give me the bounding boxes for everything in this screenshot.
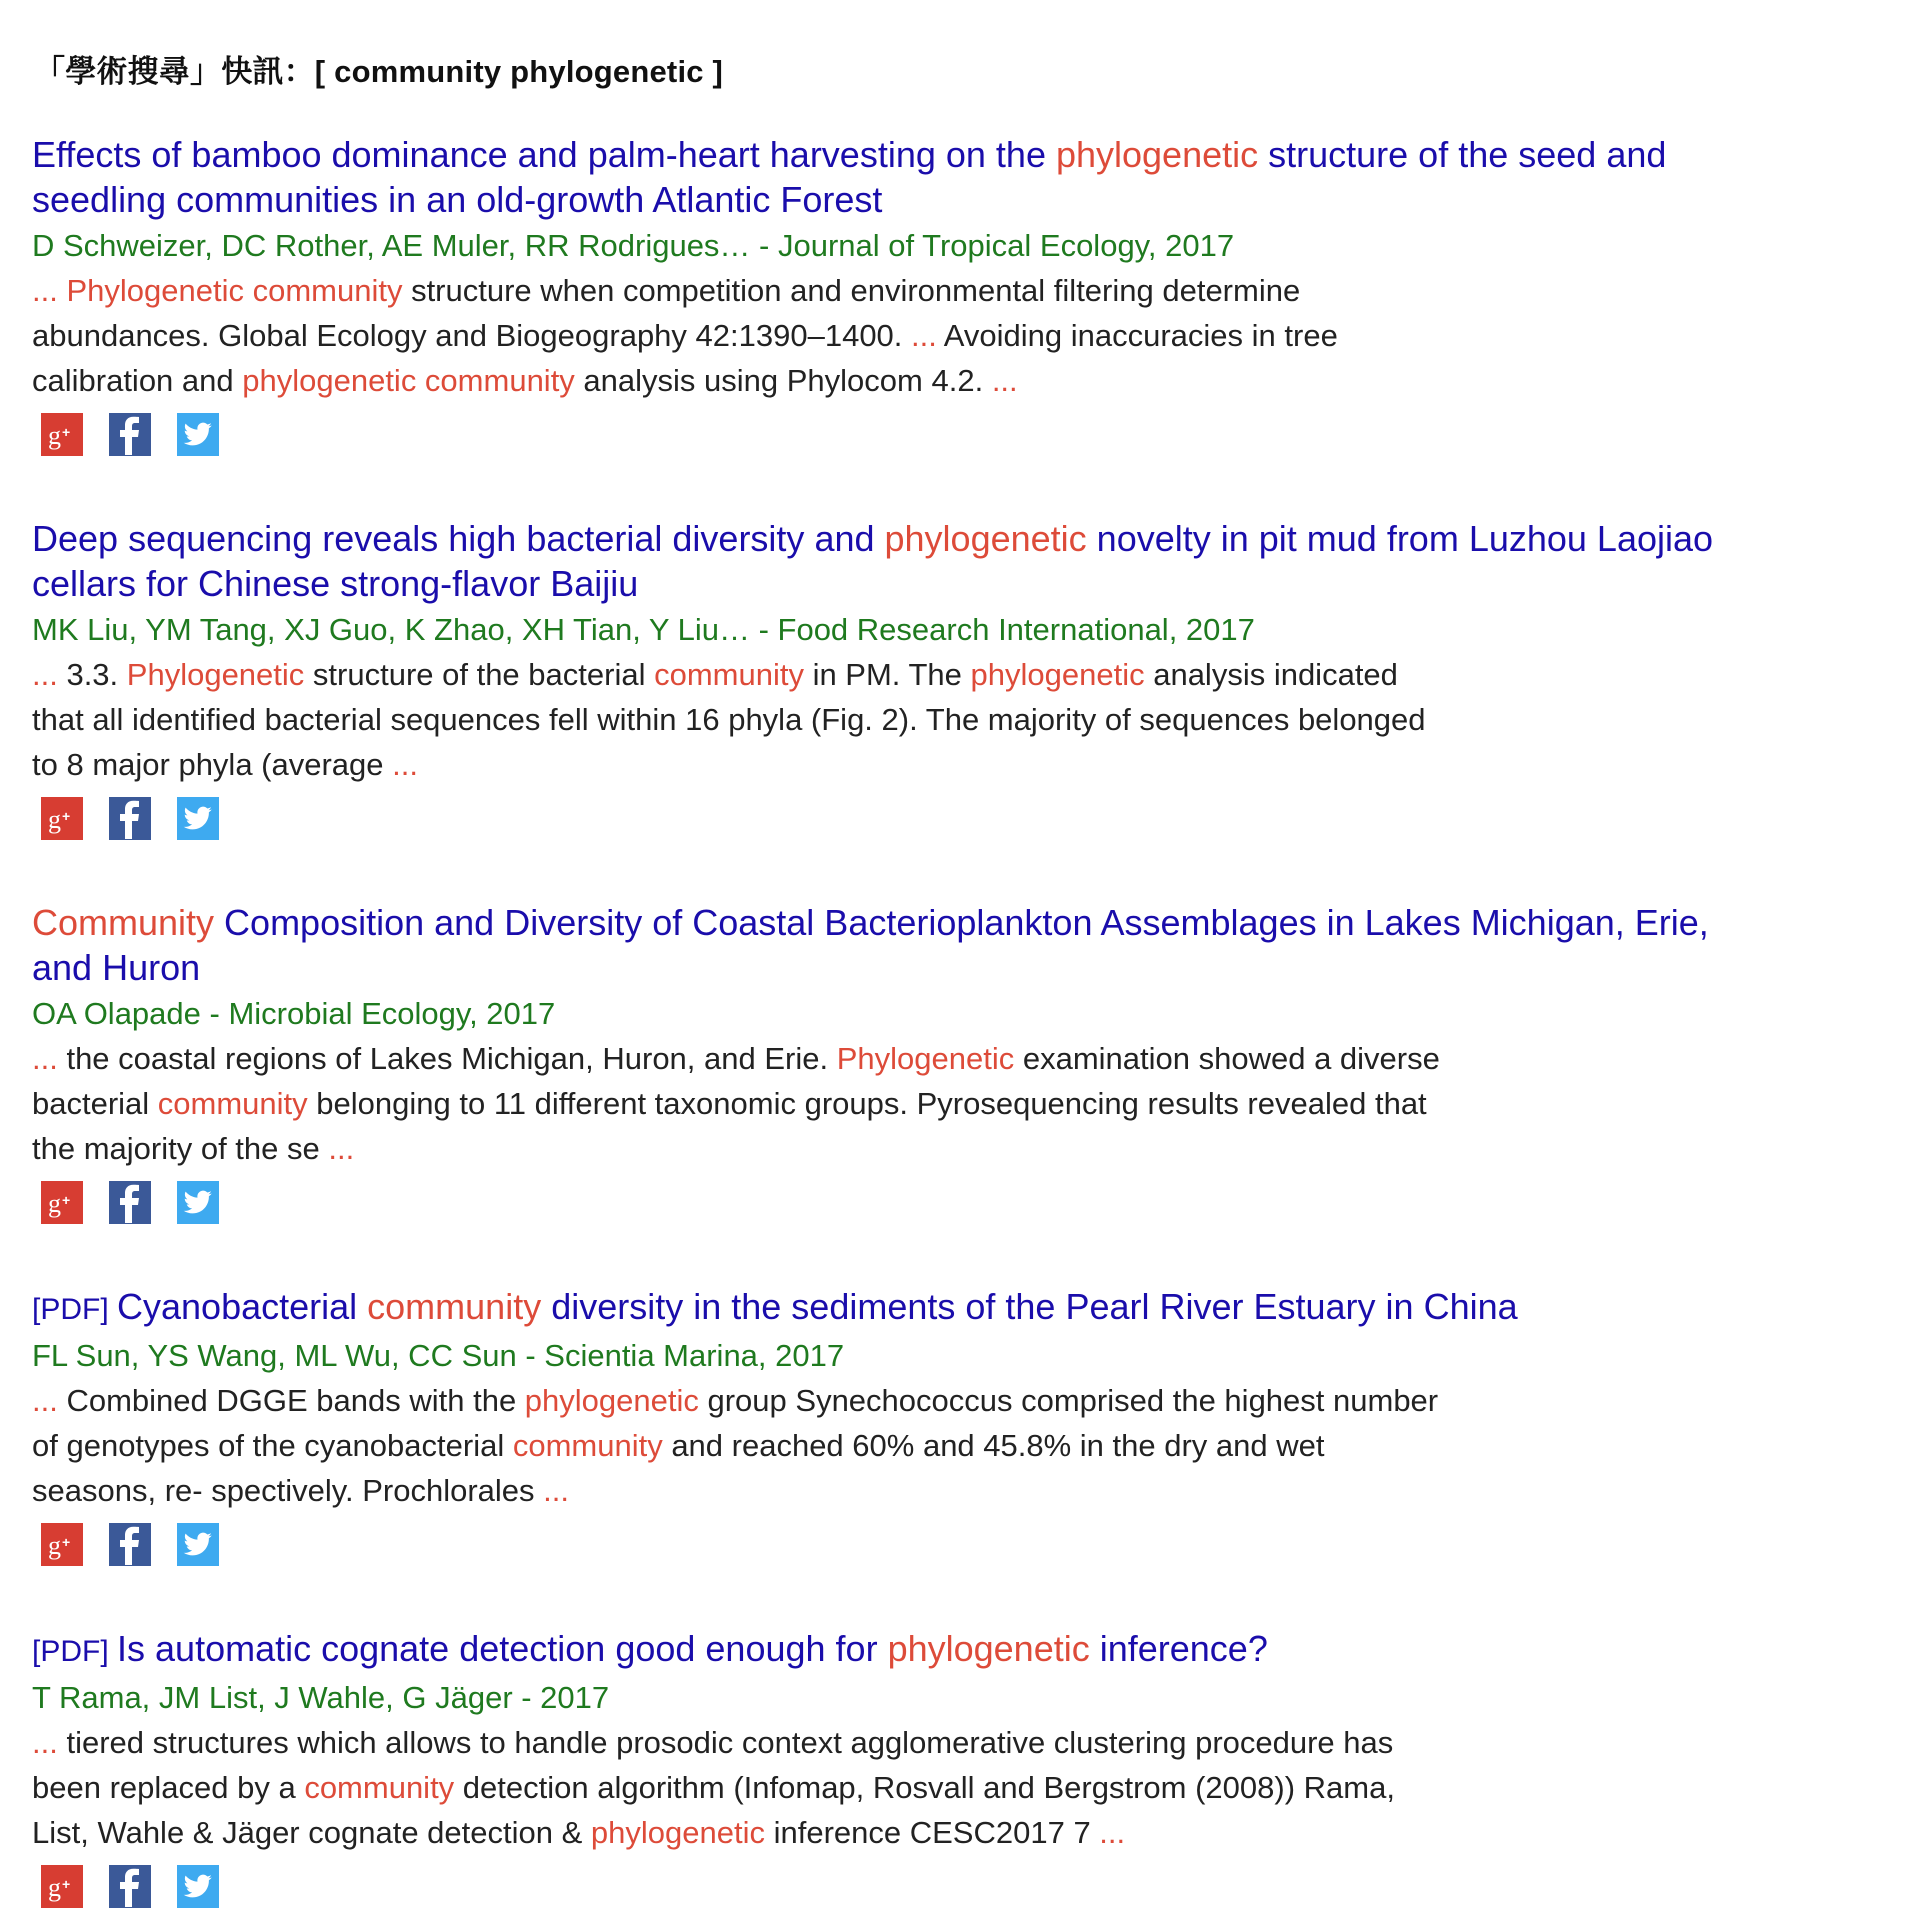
result-title-link[interactable] [32,900,1752,990]
highlighted-term: ... [32,1725,67,1760]
twitter-icon [183,1874,213,1900]
snippet-text: Avoiding inaccuracies in tree calibration and [32,318,1338,398]
highlighted-term: ... [392,747,418,782]
snippet-text: examination showed a diverse bacterial [32,1041,1440,1121]
title-text: Is automatic cognate detection good enough for [117,1628,888,1669]
twitter-share-button[interactable] [177,413,219,456]
result-snippet [32,1378,1452,1513]
result-title-link[interactable] [32,1626,1752,1674]
snippet-text: detection algorithm (Infomap, Rosvall and Bergstrom (2008)) Rama, List, Wahle & Jäger cognate detection & [32,1770,1395,1850]
facebook-share-button[interactable] [109,797,151,840]
snippet-text: tiered structures which allows to handle prosodic context agglomerative clustering procedure has been replaced by a [32,1725,1394,1805]
highlighted-term: ... [32,657,67,692]
share-buttons [41,1523,1920,1566]
search-result [32,132,1920,456]
snippet-text: in PM. The [803,657,971,692]
svg-text:g: g [48,1872,61,1902]
highlighted-term: ... [991,363,1018,398]
google-plus-share-button[interactable] [41,413,83,456]
title-text: Composition and Diversity of Coastal Bacterioplankton Assemblages in Lakes Michigan, Erie, and Huron [32,902,1709,988]
title-text: Effects of bamboo dominance and palm-heart harvesting on the [32,134,1056,175]
twitter-share-button[interactable] [177,797,219,840]
highlighted-term: ... [32,1383,67,1418]
title-text: inference? [1089,1628,1268,1669]
result-title-link[interactable] [32,132,1752,222]
snippet-text: 3.3. [66,657,127,692]
facebook-icon [116,415,144,455]
highlighted-term: community [367,1286,542,1327]
twitter-icon [183,1532,213,1558]
svg-text:+: + [62,1191,71,1208]
pdf-tag: [PDF] [32,1635,118,1668]
facebook-share-button[interactable] [109,1181,151,1224]
svg-text:g: g [48,1530,61,1560]
twitter-icon [183,422,213,448]
snippet-text: analysis using Phylocom 4.2. [574,363,992,398]
google-plus-icon [47,1188,77,1218]
highlighted-term: Phylogenetic [836,1041,1015,1076]
result-snippet [32,1720,1452,1855]
twitter-share-button[interactable] [177,1181,219,1224]
highlighted-term: phylogenetic [970,657,1145,692]
highlighted-term: community [512,1428,663,1463]
svg-text:+: + [62,807,71,824]
highlighted-term: Phylogenetic [126,657,305,692]
result-snippet [32,652,1452,787]
twitter-share-button[interactable] [177,1865,219,1908]
search-result [32,1626,1920,1908]
google-plus-icon [47,804,77,834]
facebook-share-button[interactable] [109,413,151,456]
alert-header: 「學術搜尋」快訊：[ community phylogenetic ] [34,54,724,89]
highlighted-term: ... [911,318,937,353]
svg-text:+: + [62,1875,71,1892]
pdf-tag: [PDF] [32,1293,118,1326]
result-authors: FL Sun, YS Wang, ML Wu, CC Sun - Scientia Marina, 2017 [32,1338,845,1373]
result-snippet [32,1036,1452,1171]
result-title-link[interactable] [32,516,1752,606]
google-plus-share-button[interactable] [41,797,83,840]
share-buttons [41,413,1920,456]
highlighted-term: phylogenetic [1055,134,1259,175]
share-buttons [41,797,1920,840]
title-text: Cyanobacterial [117,1286,368,1327]
svg-text:+: + [62,423,71,440]
snippet-text: analysis indicated that all identified bacterial sequences fell within 16 phyla (Fig. 2). The majority of sequences belonged to 8 major phyla (average [32,657,1426,782]
google-plus-share-button[interactable] [41,1181,83,1224]
google-plus-share-button[interactable] [41,1865,83,1908]
facebook-icon [116,1525,144,1565]
facebook-share-button[interactable] [109,1865,151,1908]
snippet-text: inference CESC2017 7 [764,1815,1100,1850]
title-text: Deep sequencing reveals high bacterial diversity and [32,518,885,559]
highlighted-term: community [304,1770,455,1805]
snippet-text: structure of the bacterial [304,657,655,692]
highlighted-term: ... [32,1041,67,1076]
highlighted-term: ... [328,1131,355,1166]
google-plus-icon [47,420,77,450]
highlighted-term: Phylogenetic community [66,273,403,308]
result-authors: T Rama, JM List, J Wahle, G Jäger - 2017 [32,1680,610,1715]
title-text: structure of the seed and seedling communities in an old-growth Atlantic Forest [32,134,1667,220]
svg-text:+: + [62,1533,71,1550]
results-list [32,132,1920,1908]
result-title-link[interactable] [32,1284,1752,1332]
result-authors: D Schweizer, DC Rother, AE Muler, RR Rodrigues… - Journal of Tropical Ecology, 2017 [32,228,1235,263]
facebook-icon [116,1183,144,1223]
share-buttons [41,1181,1920,1224]
snippet-text: structure when competition and environmental filtering determine abundances. Global Ecology and Biogeography 42:1390–1400. [32,273,1301,353]
result-snippet [32,268,1452,403]
google-plus-icon [47,1872,77,1902]
result-authors: OA Olapade - Microbial Ecology, 2017 [32,996,556,1031]
facebook-icon [116,1867,144,1907]
snippet-text: Combined DGGE bands with the [66,1383,525,1418]
snippet-text: the coastal regions of Lakes Michigan, Huron, and Erie. [66,1041,837,1076]
highlighted-term: ... [543,1473,569,1508]
svg-text:g: g [48,1188,61,1218]
snippet-text: and reached 60% and 45.8% in the dry and wet seasons, re- spectively. Prochlorales [32,1428,1325,1508]
snippet-text: belonging to 11 different taxonomic groups. Pyrosequencing results revealed that the majority of the se [32,1086,1427,1166]
highlighted-term: phylogenetic [887,1628,1090,1669]
highlighted-term: ... [1099,1815,1126,1850]
facebook-icon [116,799,144,839]
highlighted-term: ... [32,273,67,308]
facebook-share-button[interactable] [109,1523,151,1566]
twitter-icon [183,806,213,832]
search-result [32,516,1920,840]
snippet-text: group Synechococcus comprised the highest number of genotypes of the cyanobacterial [32,1383,1439,1463]
twitter-icon [183,1190,213,1216]
google-plus-icon [47,1530,77,1560]
search-result [32,900,1920,1224]
highlighted-term: phylogenetic community [242,363,575,398]
twitter-share-button[interactable] [177,1523,219,1566]
highlighted-term: community [157,1086,308,1121]
svg-text:g: g [48,804,61,834]
title-text: diversity in the sediments of the Pearl River Estuary in China [541,1286,1518,1327]
search-result [32,1284,1920,1566]
highlighted-term: phylogenetic [884,518,1087,559]
share-buttons [41,1865,1920,1908]
highlighted-term: Community [32,902,215,943]
google-plus-share-button[interactable] [41,1523,83,1566]
result-authors: MK Liu, YM Tang, XJ Guo, K Zhao, XH Tian, Y Liu… - Food Research International, 2017 [32,612,1255,647]
svg-text:g: g [48,420,61,450]
title-text: novelty in pit mud from Luzhou Laojiao cellars for Chinese strong-flavor Baijiu [32,518,1714,604]
highlighted-term: phylogenetic [590,1815,765,1850]
highlighted-term: community [654,657,804,692]
highlighted-term: phylogenetic [524,1383,699,1418]
